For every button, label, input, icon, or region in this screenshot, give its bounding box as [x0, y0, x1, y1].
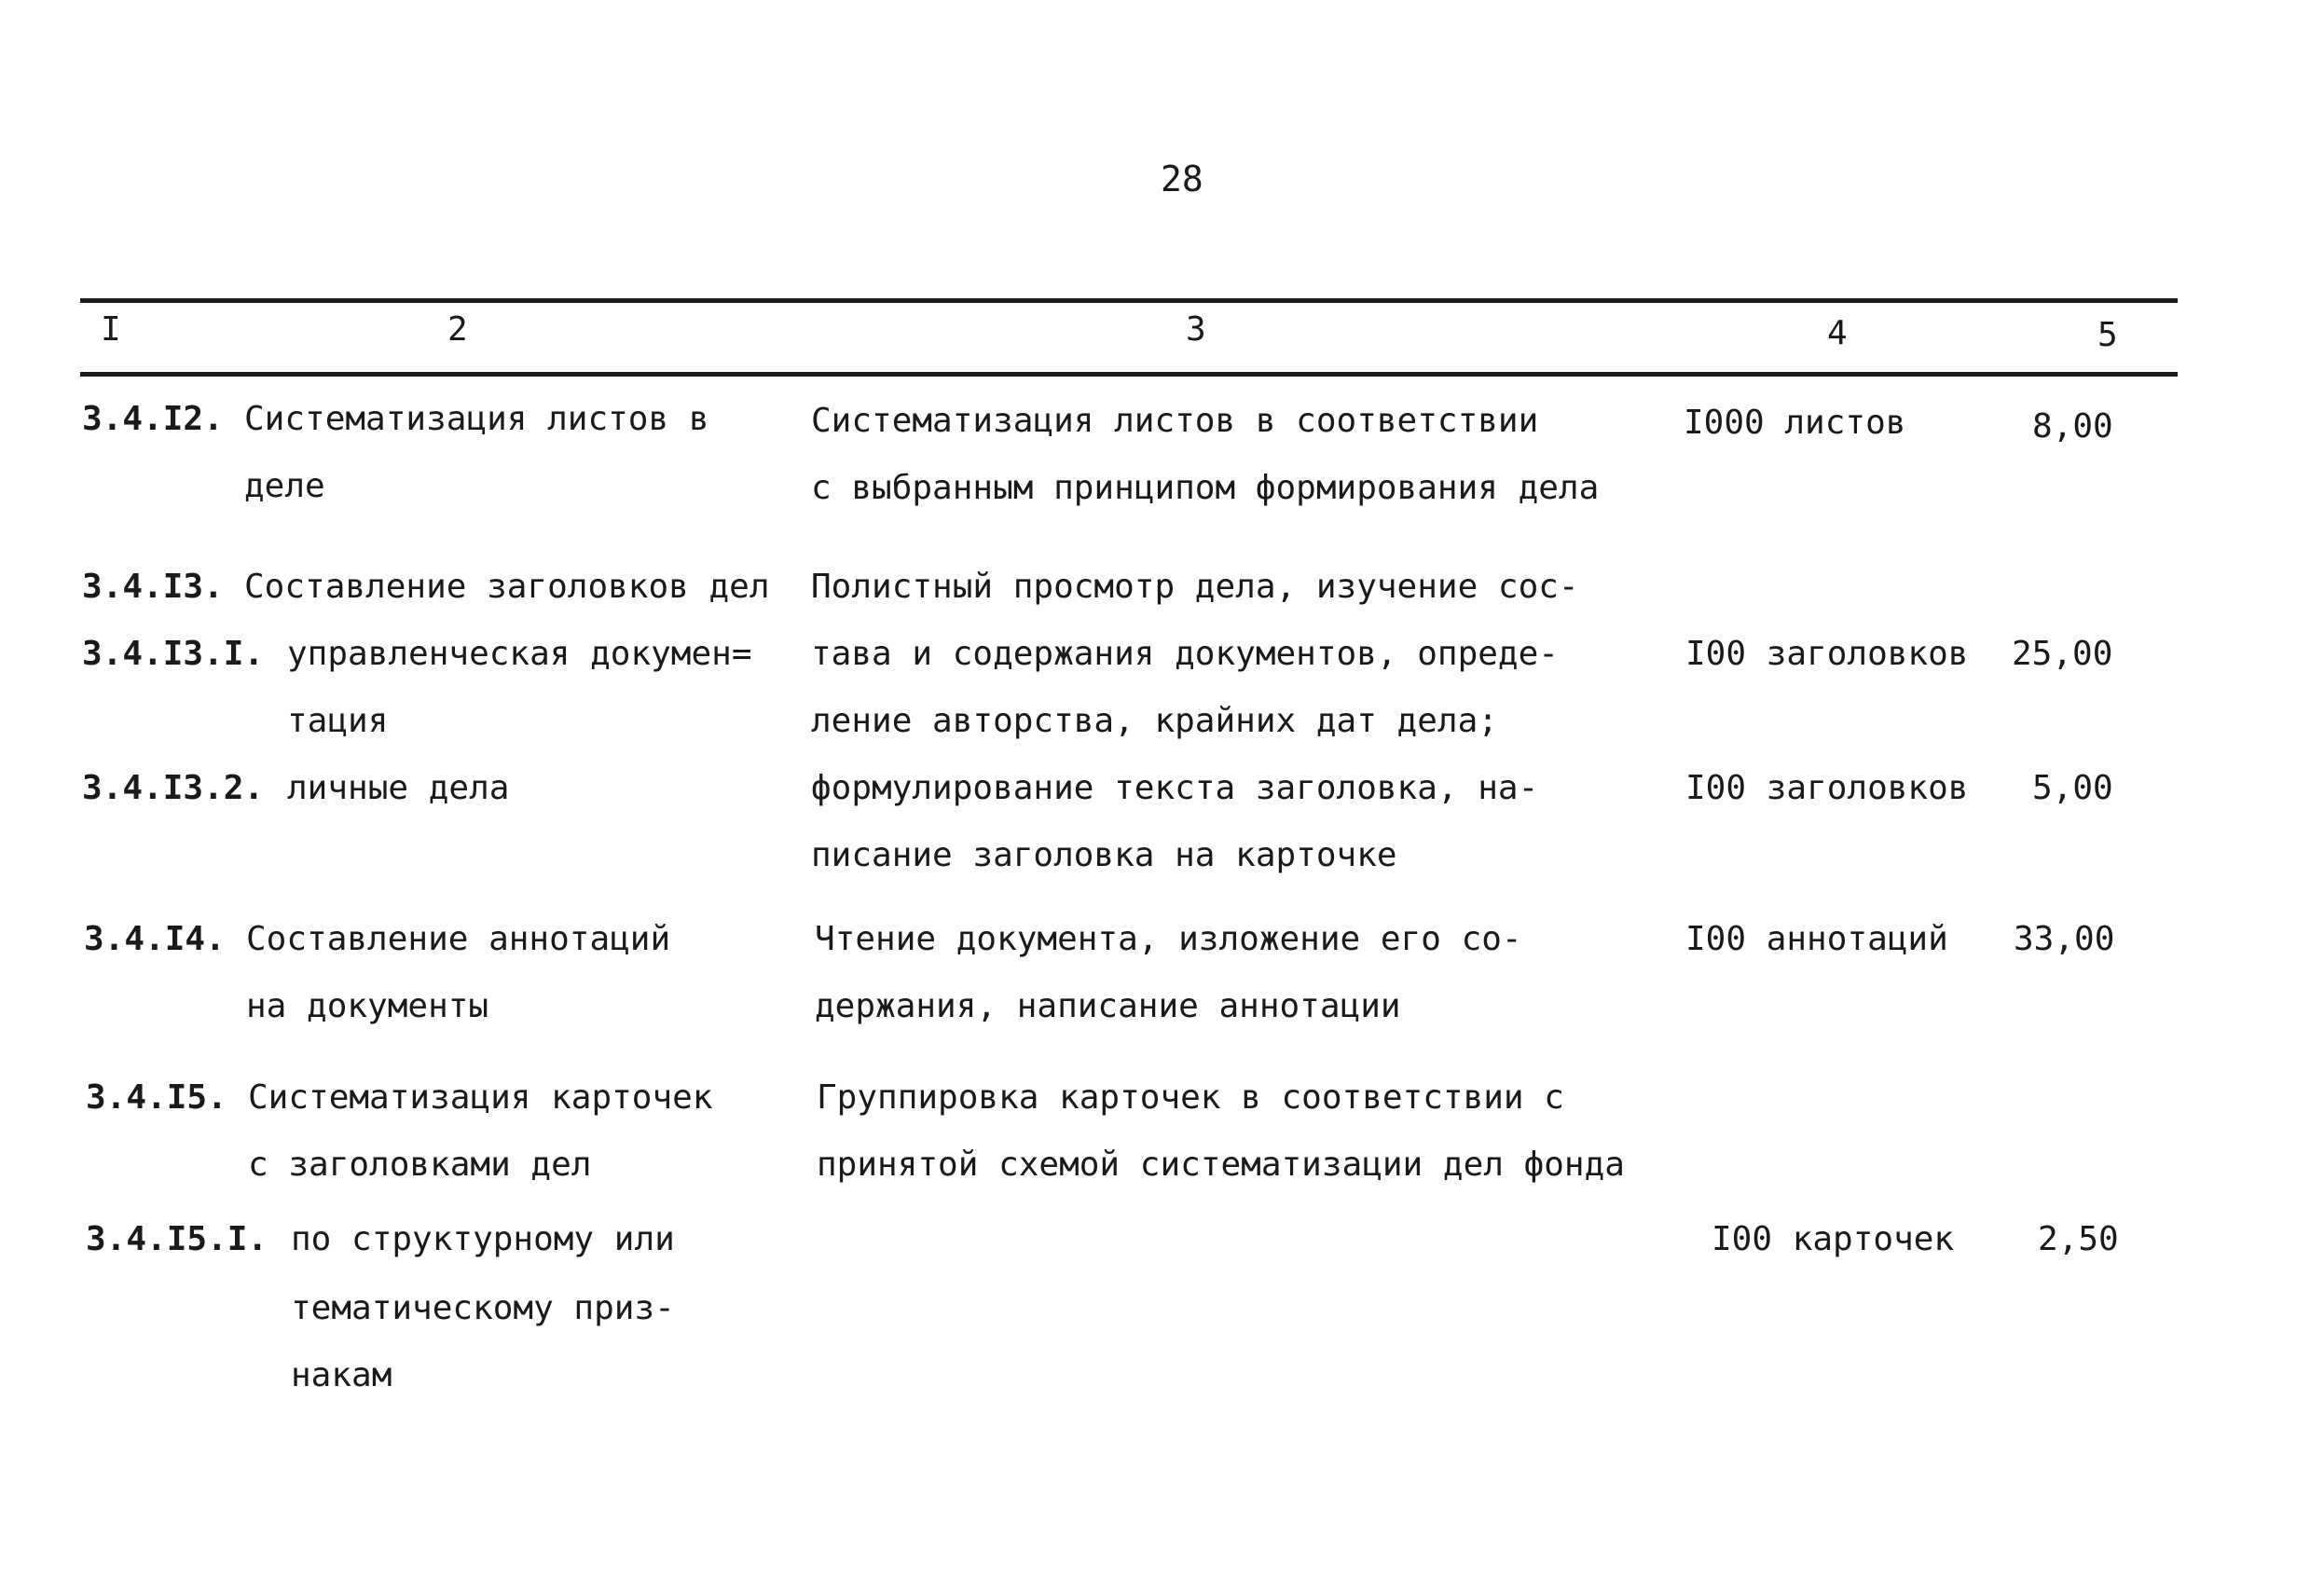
header-col-1: I	[101, 310, 121, 349]
row-number: 3.4.I3.2.	[82, 769, 265, 807]
row-name-line: Систематизация карточек	[248, 1078, 713, 1117]
row-desc-line: писание заголовка на карточке	[811, 836, 1397, 874]
row-name-line: Систематизация листов в	[244, 400, 709, 438]
row-name-line: с заголовками дел	[248, 1146, 592, 1184]
header-col-4: 4	[1827, 314, 1848, 352]
row-desc-line: Группировка карточек в соответствии с	[817, 1078, 1564, 1117]
row-desc-line: ление авторства, крайних дат дела;	[811, 702, 1498, 740]
row-name-line: по структурному или	[291, 1220, 675, 1258]
row-name-line: Составление аннотаций	[246, 920, 671, 958]
row-name-line: Составление заголовков дел	[244, 568, 770, 606]
row-desc-line: принятой схемой систематизации дел фонда	[817, 1146, 1625, 1184]
row-number: 3.4.I3.I.	[82, 635, 265, 673]
row-name-line: на документы	[246, 987, 489, 1025]
row-desc-line: Полистный просмотр дела, изучение сос-	[811, 568, 1579, 606]
row-number: 3.4.I2.	[82, 400, 224, 438]
row-desc-line: держания, написание аннотации	[815, 987, 1401, 1025]
row-unit: I00 заголовков	[1685, 635, 1969, 673]
row-unit: I000 листов	[1684, 404, 1906, 442]
table-top-rule	[80, 298, 2178, 303]
table-header-rule	[80, 372, 2178, 377]
row-desc-line: с выбранным принципом формирования дела	[811, 469, 1600, 507]
row-value: 33,00	[2014, 920, 2115, 958]
row-desc-line: Систематизация листов в соответствии	[811, 402, 1539, 440]
row-name-line: тация	[287, 702, 389, 740]
row-name-line: тематическому приз-	[291, 1289, 675, 1327]
row-name-line: накам	[291, 1356, 392, 1394]
row-number: 3.4.I3.	[82, 568, 224, 606]
row-unit: I00 карточек	[1712, 1220, 1955, 1258]
row-name-line: управленческая докумен=	[287, 635, 752, 673]
row-value: 25,00	[2012, 635, 2113, 673]
row-name-line: деле	[244, 467, 325, 505]
page-number: 28	[1161, 158, 1203, 199]
header-col-5: 5	[2097, 316, 2118, 354]
row-number: 3.4.I4.	[84, 920, 226, 958]
row-number: 3.4.I5.	[86, 1078, 227, 1117]
row-desc-line: формулирование текста заголовка, на-	[811, 769, 1539, 807]
row-value: 2,50	[2038, 1220, 2119, 1258]
row-desc-line: Чтение документа, изложение его со-	[815, 920, 1522, 958]
row-number: 3.4.I5.I.	[86, 1220, 268, 1258]
row-name-line: личные дела	[287, 769, 510, 807]
row-unit: I00 аннотаций	[1685, 920, 1948, 958]
row-value: 8,00	[2032, 407, 2113, 446]
row-unit: I00 заголовков	[1685, 769, 1969, 807]
row-desc-line: тава и содержания документов, опреде-	[811, 635, 1559, 673]
header-col-3: 3	[1186, 310, 1206, 349]
row-value: 5,00	[2032, 769, 2113, 807]
header-col-2: 2	[447, 310, 468, 349]
